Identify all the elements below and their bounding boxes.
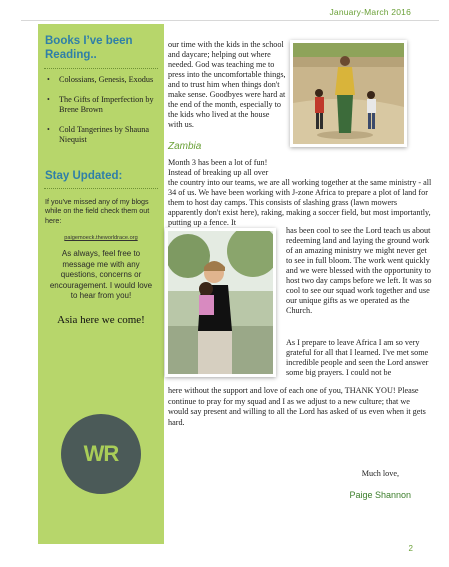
sidebar-divider — [44, 188, 158, 189]
closing: Much love, — [361, 469, 399, 478]
ministry-paragraph: the country into our teams, we are all working together at the same ministry - all 34 of us. We have been working with J-zone Africa to prepare a plot of land for them to host day camps. This consists of slashing grass (lawn mowers apparently don't exist here), raking, making a soccer field, but most importantly, putting up a fence. It — [168, 178, 432, 227]
thanks-paragraph: here without the support and love of each one of you, THANK YOU! Please continue to pray for my squad and I as we adjust to a new culture; that we would say present and willing to all the Lord has asked of us even when it gets hard. — [168, 386, 426, 427]
ministry-paragraph-continued: has been cool to see the Lord teach us about redeeming land and laying the ground work of an amazing ministry we might never get to see in full bloom. The work went quickly and we were blessed with the opportunity to host two day camps before we left. It was so cool to see our squad work together and use our unique gifts as we operated as the Church. — [286, 226, 432, 315]
gratitude-paragraph: As I prepare to leave Africa I am so very grateful for all that I learned. I've met some incredible people and seen the Lord answer some big prayers. I could not be — [286, 338, 429, 377]
world-race-logo — [61, 414, 141, 494]
month-paragraph: Month 3 has been a lot of fun! Instead of breaking up all over — [168, 158, 269, 177]
page-number: 2 — [408, 544, 413, 553]
header-divider — [21, 20, 439, 21]
stay-updated-heading: Stay Updated: — [45, 169, 123, 182]
book-item: • The Gifts of Imperfection by Brene Brown — [38, 95, 164, 116]
book-list — [38, 75, 164, 146]
kids-walking-image — [293, 43, 404, 144]
section-heading-zambia: Zambia — [168, 141, 202, 152]
signature: Paige Shannon — [349, 490, 411, 500]
sidebar-divider — [44, 68, 158, 69]
woman-with-child-image — [168, 231, 273, 374]
photo-kids-walking — [290, 40, 407, 147]
header-date: January-March 2016 — [329, 7, 411, 17]
logo-text: WR — [83, 441, 119, 466]
blog-link[interactable]: paigemoeck.theworldrace.org — [64, 235, 138, 241]
books-heading: Books I’ve been Reading.. — [45, 35, 133, 61]
book-item: • Cold Tangerines by Shauna Niequist — [38, 125, 164, 146]
stay-updated-text: If you've missed any of my blogs while on the field check them out here: — [45, 196, 150, 225]
book-item: • Colossians, Genesis, Exodus — [38, 75, 164, 86]
intro-paragraph: our time with the kids in the school and daycare; helping out where needed. God was teaching me to press into the uncomfortable things, and to trust him when things don't make sense. Goodbyes were hard at the end of the month, especially to the kids who lived at the house with us. — [168, 40, 286, 129]
asia-callout: Asia here we come! — [57, 313, 145, 326]
contact-text: As always, feel free to message me with any questions, concerns or encouragement. I would love to hear from you! — [49, 249, 153, 300]
sidebar — [38, 24, 164, 544]
photo-woman-with-child — [165, 228, 276, 377]
